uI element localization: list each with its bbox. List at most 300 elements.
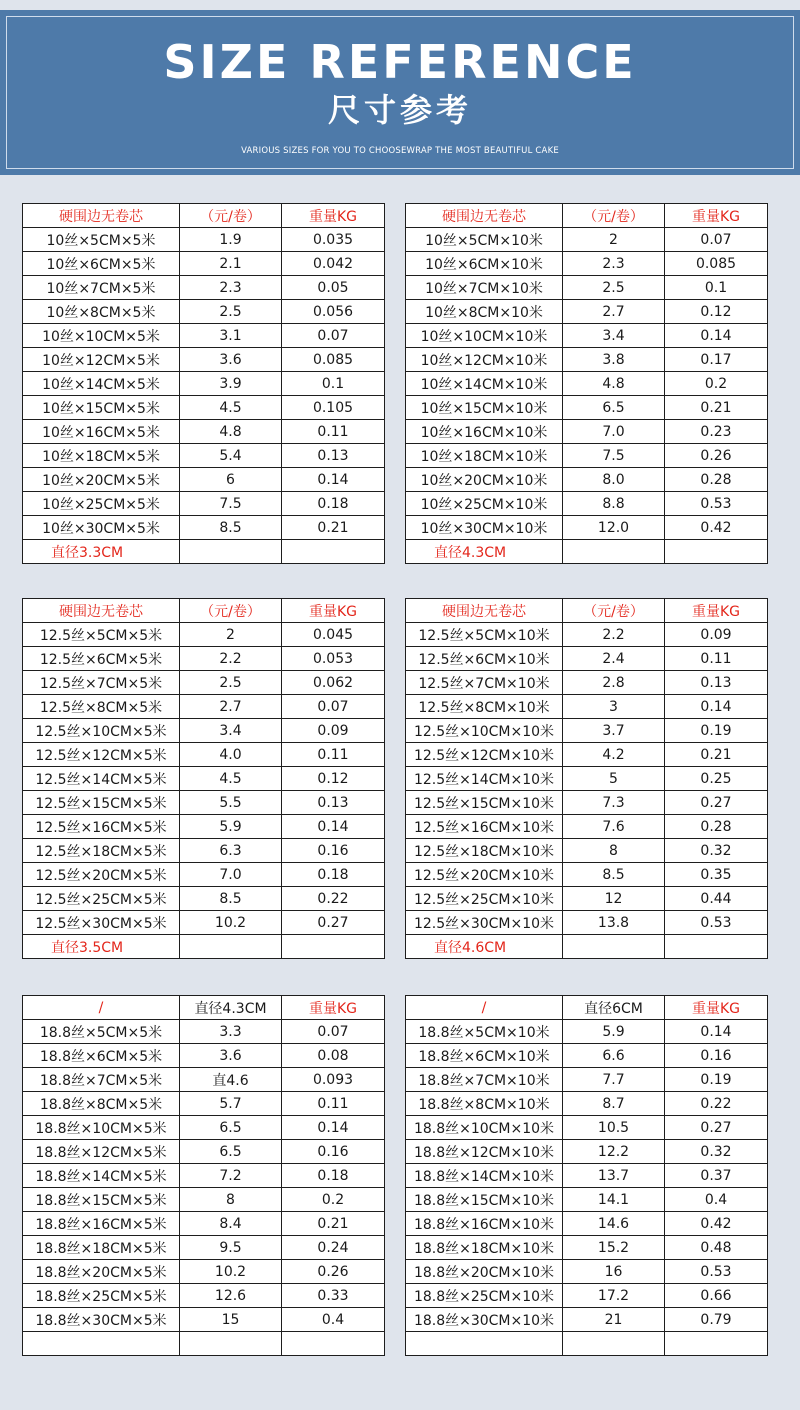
table-row bbox=[23, 468, 385, 492]
table-row bbox=[406, 1140, 768, 1164]
table-row bbox=[406, 1188, 768, 1212]
table-row bbox=[23, 492, 385, 516]
price-cell: 16 bbox=[563, 1260, 665, 1284]
price-cell: 8.4 bbox=[180, 1212, 282, 1236]
spec-cell: 18.8丝×25CM×10米 bbox=[406, 1284, 563, 1308]
header-cell: 重量KG bbox=[282, 599, 385, 623]
weight-cell: 0.08 bbox=[282, 1044, 385, 1068]
price-cell: 1.9 bbox=[180, 228, 282, 252]
price-cell: 10.2 bbox=[180, 911, 282, 935]
table-row bbox=[406, 863, 768, 887]
spec-cell: 12.5丝×15CM×10米 bbox=[406, 791, 563, 815]
weight-cell: 0.2 bbox=[665, 372, 768, 396]
weight-cell: 0.12 bbox=[282, 767, 385, 791]
table-row bbox=[23, 516, 385, 540]
empty-cell bbox=[282, 935, 385, 959]
weight-cell: 0.19 bbox=[665, 1068, 768, 1092]
price-cell: 8 bbox=[180, 1188, 282, 1212]
table-row bbox=[23, 444, 385, 468]
weight-cell: 0.05 bbox=[282, 276, 385, 300]
spec-cell: 10丝×7CM×10米 bbox=[406, 276, 563, 300]
price-cell: 17.2 bbox=[563, 1284, 665, 1308]
weight-cell: 0.21 bbox=[282, 516, 385, 540]
table-row bbox=[23, 1116, 385, 1140]
diameter-cell: 直径4.3CM bbox=[406, 540, 563, 564]
table-header-row bbox=[406, 996, 768, 1020]
spec-cell: 12.5丝×25CM×5米 bbox=[23, 887, 180, 911]
price-cell: 3.8 bbox=[563, 348, 665, 372]
weight-cell: 0.66 bbox=[665, 1284, 768, 1308]
price-cell: 5.9 bbox=[563, 1020, 665, 1044]
weight-cell: 0.16 bbox=[282, 1140, 385, 1164]
spec-cell: 18.8丝×8CM×5米 bbox=[23, 1092, 180, 1116]
price-cell: 14.1 bbox=[563, 1188, 665, 1212]
price-cell: 2.5 bbox=[180, 671, 282, 695]
table-row bbox=[406, 1164, 768, 1188]
price-cell: 8.8 bbox=[563, 492, 665, 516]
table-row bbox=[406, 695, 768, 719]
spec-cell: 12.5丝×20CM×10米 bbox=[406, 863, 563, 887]
weight-cell: 0.11 bbox=[282, 420, 385, 444]
weight-cell: 0.085 bbox=[665, 252, 768, 276]
spec-cell: 18.8丝×18CM×5米 bbox=[23, 1236, 180, 1260]
weight-cell: 0.48 bbox=[665, 1236, 768, 1260]
price-cell: 9.5 bbox=[180, 1236, 282, 1260]
price-cell: 10.5 bbox=[563, 1116, 665, 1140]
table-row bbox=[23, 348, 385, 372]
weight-cell: 0.21 bbox=[282, 1212, 385, 1236]
weight-cell: 0.27 bbox=[282, 911, 385, 935]
price-cell: 21 bbox=[563, 1308, 665, 1332]
price-cell: 10.2 bbox=[180, 1260, 282, 1284]
weight-cell: 0.14 bbox=[282, 815, 385, 839]
diameter-cell bbox=[406, 1332, 563, 1356]
weight-cell: 0.27 bbox=[665, 791, 768, 815]
table-row bbox=[23, 324, 385, 348]
spec-cell: 18.8丝×7CM×10米 bbox=[406, 1068, 563, 1092]
empty-cell bbox=[180, 935, 282, 959]
weight-cell: 0.42 bbox=[665, 1212, 768, 1236]
header-cell: / bbox=[23, 996, 180, 1020]
table-row bbox=[23, 695, 385, 719]
header-cell: 重量KG bbox=[282, 996, 385, 1020]
table-row bbox=[23, 1140, 385, 1164]
spec-cell: 12.5丝×18CM×5米 bbox=[23, 839, 180, 863]
price-cell: 2 bbox=[180, 623, 282, 647]
spec-cell: 10丝×14CM×5米 bbox=[23, 372, 180, 396]
price-cell: 5 bbox=[563, 767, 665, 791]
spec-cell: 10丝×14CM×10米 bbox=[406, 372, 563, 396]
spec-cell: 10丝×8CM×10米 bbox=[406, 300, 563, 324]
weight-cell: 0.16 bbox=[282, 839, 385, 863]
price-cell: 8.7 bbox=[563, 1092, 665, 1116]
empty-cell bbox=[665, 1332, 768, 1356]
spec-cell: 18.8丝×30CM×5米 bbox=[23, 1308, 180, 1332]
price-cell: 6.5 bbox=[180, 1140, 282, 1164]
spec-cell: 10丝×10CM×10米 bbox=[406, 324, 563, 348]
price-cell: 2.1 bbox=[180, 252, 282, 276]
spec-cell: 12.5丝×7CM×5米 bbox=[23, 671, 180, 695]
table-row bbox=[406, 444, 768, 468]
price-cell: 4.5 bbox=[180, 767, 282, 791]
price-cell: 4.2 bbox=[563, 743, 665, 767]
spec-cell: 12.5丝×16CM×5米 bbox=[23, 815, 180, 839]
price-cell: 8.5 bbox=[180, 887, 282, 911]
table-row bbox=[23, 1284, 385, 1308]
price-cell: 3.7 bbox=[563, 719, 665, 743]
table-row bbox=[23, 300, 385, 324]
page-title-en: SIZE REFERENCE bbox=[163, 35, 637, 89]
header-banner bbox=[0, 10, 800, 175]
table-row bbox=[23, 1308, 385, 1332]
weight-cell: 0.042 bbox=[282, 252, 385, 276]
price-cell: 6.3 bbox=[180, 839, 282, 863]
spec-cell: 12.5丝×25CM×10米 bbox=[406, 887, 563, 911]
header-cell: 硬围边无卷芯 bbox=[406, 599, 563, 623]
price-cell: 4.8 bbox=[563, 372, 665, 396]
price-cell: 7.3 bbox=[563, 791, 665, 815]
table-row bbox=[406, 671, 768, 695]
spec-cell: 12.5丝×10CM×5米 bbox=[23, 719, 180, 743]
weight-cell: 0.062 bbox=[282, 671, 385, 695]
table-row bbox=[23, 1260, 385, 1284]
spec-cell: 18.8丝×8CM×10米 bbox=[406, 1092, 563, 1116]
spec-cell: 12.5丝×30CM×5米 bbox=[23, 911, 180, 935]
weight-cell: 0.11 bbox=[282, 743, 385, 767]
weight-cell: 0.21 bbox=[665, 396, 768, 420]
weight-cell: 0.056 bbox=[282, 300, 385, 324]
price-cell: 2.7 bbox=[180, 695, 282, 719]
header-cell: 重量KG bbox=[665, 599, 768, 623]
price-cell: 5.4 bbox=[180, 444, 282, 468]
spec-cell: 10丝×30CM×10米 bbox=[406, 516, 563, 540]
diameter-cell: 直径3.3CM bbox=[23, 540, 180, 564]
size-table bbox=[22, 203, 385, 564]
weight-cell: 0.09 bbox=[282, 719, 385, 743]
header-cell: （元/卷） bbox=[563, 599, 665, 623]
header-cell: 重量KG bbox=[665, 996, 768, 1020]
empty-cell bbox=[180, 1332, 282, 1356]
spec-cell: 18.8丝×6CM×5米 bbox=[23, 1044, 180, 1068]
spec-cell: 12.5丝×14CM×10米 bbox=[406, 767, 563, 791]
spec-cell: 12.5丝×15CM×5米 bbox=[23, 791, 180, 815]
table-row bbox=[406, 468, 768, 492]
weight-cell: 0.32 bbox=[665, 839, 768, 863]
spec-cell: 18.8丝×10CM×5米 bbox=[23, 1116, 180, 1140]
price-cell: 2 bbox=[563, 228, 665, 252]
weight-cell: 0.13 bbox=[282, 444, 385, 468]
spec-cell: 10丝×7CM×5米 bbox=[23, 276, 180, 300]
table-row bbox=[406, 372, 768, 396]
weight-cell: 0.12 bbox=[665, 300, 768, 324]
table-row bbox=[406, 1044, 768, 1068]
weight-cell: 0.093 bbox=[282, 1068, 385, 1092]
weight-cell: 0.085 bbox=[282, 348, 385, 372]
table-row bbox=[406, 348, 768, 372]
spec-cell: 12.5丝×14CM×5米 bbox=[23, 767, 180, 791]
empty-cell bbox=[665, 540, 768, 564]
header-tagline: VARIOUS SIZES FOR YOU TO CHOOSEWRAP THE MOST BEAUTIFUL CAKE bbox=[241, 146, 559, 156]
spec-cell: 10丝×12CM×10米 bbox=[406, 348, 563, 372]
table-row bbox=[406, 1092, 768, 1116]
empty-cell bbox=[665, 935, 768, 959]
weight-cell: 0.53 bbox=[665, 492, 768, 516]
table-row bbox=[23, 1212, 385, 1236]
size-table bbox=[405, 995, 768, 1356]
table-header-row bbox=[406, 204, 768, 228]
table-header-row bbox=[406, 599, 768, 623]
spec-cell: 18.8丝×18CM×10米 bbox=[406, 1236, 563, 1260]
price-cell: 3.3 bbox=[180, 1020, 282, 1044]
price-cell: 2.2 bbox=[563, 623, 665, 647]
table-row bbox=[406, 420, 768, 444]
table-row bbox=[406, 911, 768, 935]
spec-cell: 12.5丝×10CM×10米 bbox=[406, 719, 563, 743]
table-row bbox=[23, 887, 385, 911]
price-cell: 4.0 bbox=[180, 743, 282, 767]
spec-cell: 12.5丝×12CM×5米 bbox=[23, 743, 180, 767]
price-cell: 3.6 bbox=[180, 1044, 282, 1068]
price-cell: 15 bbox=[180, 1308, 282, 1332]
weight-cell: 0.14 bbox=[665, 695, 768, 719]
weight-cell: 0.053 bbox=[282, 647, 385, 671]
price-cell: 13.7 bbox=[563, 1164, 665, 1188]
weight-cell: 0.32 bbox=[665, 1140, 768, 1164]
spec-cell: 10丝×5CM×5米 bbox=[23, 228, 180, 252]
weight-cell: 0.37 bbox=[665, 1164, 768, 1188]
price-cell: 3.9 bbox=[180, 372, 282, 396]
table-row bbox=[23, 767, 385, 791]
price-cell: 7.6 bbox=[563, 815, 665, 839]
price-cell: 6.5 bbox=[563, 396, 665, 420]
price-cell: 3.1 bbox=[180, 324, 282, 348]
size-table bbox=[405, 598, 768, 959]
weight-cell: 0.79 bbox=[665, 1308, 768, 1332]
header-cell: 直径4.3CM bbox=[180, 996, 282, 1020]
spec-cell: 10丝×6CM×5米 bbox=[23, 252, 180, 276]
price-cell: 8.0 bbox=[563, 468, 665, 492]
weight-cell: 0.24 bbox=[282, 1236, 385, 1260]
spec-cell: 18.8丝×15CM×10米 bbox=[406, 1188, 563, 1212]
weight-cell: 0.22 bbox=[665, 1092, 768, 1116]
header-cell: 重量KG bbox=[665, 204, 768, 228]
weight-cell: 0.09 bbox=[665, 623, 768, 647]
size-table bbox=[22, 995, 385, 1356]
weight-cell: 0.21 bbox=[665, 743, 768, 767]
spec-cell: 12.5丝×8CM×5米 bbox=[23, 695, 180, 719]
weight-cell: 0.28 bbox=[665, 815, 768, 839]
price-cell: 3 bbox=[563, 695, 665, 719]
price-cell: 5.9 bbox=[180, 815, 282, 839]
weight-cell: 0.27 bbox=[665, 1116, 768, 1140]
weight-cell: 0.18 bbox=[282, 492, 385, 516]
table-row bbox=[406, 767, 768, 791]
weight-cell: 0.07 bbox=[282, 1020, 385, 1044]
weight-cell: 0.26 bbox=[665, 444, 768, 468]
spec-cell: 18.8丝×16CM×5米 bbox=[23, 1212, 180, 1236]
table-row bbox=[23, 252, 385, 276]
weight-cell: 0.045 bbox=[282, 623, 385, 647]
price-cell: 2.2 bbox=[180, 647, 282, 671]
spec-cell: 18.8丝×20CM×10米 bbox=[406, 1260, 563, 1284]
header-cell: （元/卷） bbox=[563, 204, 665, 228]
price-cell: 12 bbox=[563, 887, 665, 911]
table-row bbox=[23, 1092, 385, 1116]
weight-cell: 0.11 bbox=[282, 1092, 385, 1116]
table-row bbox=[23, 791, 385, 815]
header-cell: 硬围边无卷芯 bbox=[23, 599, 180, 623]
table-row bbox=[23, 647, 385, 671]
spec-cell: 10丝×25CM×5米 bbox=[23, 492, 180, 516]
table-row bbox=[23, 1236, 385, 1260]
price-cell: 6.6 bbox=[563, 1044, 665, 1068]
weight-cell: 0.2 bbox=[282, 1188, 385, 1212]
table-row bbox=[23, 671, 385, 695]
diameter-cell: 直径3.5CM bbox=[23, 935, 180, 959]
price-cell: 3.4 bbox=[180, 719, 282, 743]
price-cell: 7.7 bbox=[563, 1068, 665, 1092]
weight-cell: 0.17 bbox=[665, 348, 768, 372]
table-row bbox=[406, 396, 768, 420]
weight-cell: 0.25 bbox=[665, 767, 768, 791]
spec-cell: 10丝×15CM×10米 bbox=[406, 396, 563, 420]
table-footer-row bbox=[406, 935, 768, 959]
spec-cell: 18.8丝×7CM×5米 bbox=[23, 1068, 180, 1092]
table-row bbox=[23, 1044, 385, 1068]
table-row bbox=[23, 1068, 385, 1092]
price-cell: 2.4 bbox=[563, 647, 665, 671]
weight-cell: 0.18 bbox=[282, 1164, 385, 1188]
spec-cell: 18.8丝×5CM×5米 bbox=[23, 1020, 180, 1044]
table-row bbox=[23, 1188, 385, 1212]
weight-cell: 0.26 bbox=[282, 1260, 385, 1284]
table-row bbox=[406, 252, 768, 276]
table-row bbox=[406, 228, 768, 252]
table-row bbox=[406, 839, 768, 863]
price-cell: 15.2 bbox=[563, 1236, 665, 1260]
empty-cell bbox=[180, 540, 282, 564]
table-row bbox=[23, 372, 385, 396]
price-cell: 8.5 bbox=[563, 863, 665, 887]
price-cell: 2.5 bbox=[180, 300, 282, 324]
table-row bbox=[23, 276, 385, 300]
table-row bbox=[23, 743, 385, 767]
weight-cell: 0.4 bbox=[665, 1188, 768, 1212]
price-cell: 6 bbox=[180, 468, 282, 492]
table-header-row bbox=[23, 996, 385, 1020]
table-row bbox=[406, 1116, 768, 1140]
diameter-cell bbox=[23, 1332, 180, 1356]
table-footer-row bbox=[23, 935, 385, 959]
spec-cell: 18.8丝×5CM×10米 bbox=[406, 1020, 563, 1044]
weight-cell: 0.33 bbox=[282, 1284, 385, 1308]
table-row bbox=[406, 1212, 768, 1236]
spec-cell: 18.8丝×25CM×5米 bbox=[23, 1284, 180, 1308]
spec-cell: 12.5丝×6CM×10米 bbox=[406, 647, 563, 671]
price-cell: 直4.6 bbox=[180, 1068, 282, 1092]
weight-cell: 0.44 bbox=[665, 887, 768, 911]
spec-cell: 12.5丝×16CM×10米 bbox=[406, 815, 563, 839]
header-cell: / bbox=[406, 996, 563, 1020]
diameter-cell: 直径4.6CM bbox=[406, 935, 563, 959]
table-footer-row bbox=[406, 1332, 768, 1356]
table-row bbox=[406, 324, 768, 348]
spec-cell: 18.8丝×15CM×5米 bbox=[23, 1188, 180, 1212]
table-row bbox=[406, 887, 768, 911]
spec-cell: 10丝×20CM×5米 bbox=[23, 468, 180, 492]
table-row bbox=[23, 1164, 385, 1188]
spec-cell: 18.8丝×30CM×10米 bbox=[406, 1308, 563, 1332]
weight-cell: 0.07 bbox=[282, 695, 385, 719]
price-cell: 8.5 bbox=[180, 516, 282, 540]
weight-cell: 0.07 bbox=[665, 228, 768, 252]
spec-cell: 10丝×30CM×5米 bbox=[23, 516, 180, 540]
spec-cell: 12.5丝×18CM×10米 bbox=[406, 839, 563, 863]
table-row bbox=[406, 1308, 768, 1332]
spec-cell: 10丝×15CM×5米 bbox=[23, 396, 180, 420]
empty-cell bbox=[282, 540, 385, 564]
table-row bbox=[406, 516, 768, 540]
price-cell: 7.2 bbox=[180, 1164, 282, 1188]
table-footer-row bbox=[406, 540, 768, 564]
table-row bbox=[23, 911, 385, 935]
price-cell: 12.0 bbox=[563, 516, 665, 540]
spec-cell: 18.8丝×20CM×5米 bbox=[23, 1260, 180, 1284]
price-cell: 2.5 bbox=[563, 276, 665, 300]
spec-cell: 10丝×16CM×5米 bbox=[23, 420, 180, 444]
weight-cell: 0.14 bbox=[282, 1116, 385, 1140]
table-row bbox=[406, 1020, 768, 1044]
spec-cell: 18.8丝×12CM×5米 bbox=[23, 1140, 180, 1164]
spec-cell: 18.8丝×14CM×10米 bbox=[406, 1164, 563, 1188]
weight-cell: 0.035 bbox=[282, 228, 385, 252]
weight-cell: 0.14 bbox=[282, 468, 385, 492]
price-cell: 3.6 bbox=[180, 348, 282, 372]
weight-cell: 0.1 bbox=[665, 276, 768, 300]
spec-cell: 18.8丝×16CM×10米 bbox=[406, 1212, 563, 1236]
price-cell: 5.5 bbox=[180, 791, 282, 815]
spec-cell: 12.5丝×6CM×5米 bbox=[23, 647, 180, 671]
weight-cell: 0.23 bbox=[665, 420, 768, 444]
price-cell: 2.3 bbox=[180, 276, 282, 300]
price-cell: 2.7 bbox=[563, 300, 665, 324]
size-table bbox=[22, 598, 385, 959]
price-cell: 12.2 bbox=[563, 1140, 665, 1164]
weight-cell: 0.13 bbox=[282, 791, 385, 815]
header-cell: （元/卷） bbox=[180, 204, 282, 228]
table-row bbox=[406, 1284, 768, 1308]
price-cell: 4.5 bbox=[180, 396, 282, 420]
table-row bbox=[406, 492, 768, 516]
weight-cell: 0.4 bbox=[282, 1308, 385, 1332]
empty-cell bbox=[563, 935, 665, 959]
empty-cell bbox=[282, 1332, 385, 1356]
table-row bbox=[23, 228, 385, 252]
weight-cell: 0.53 bbox=[665, 911, 768, 935]
table-row bbox=[23, 719, 385, 743]
table-row bbox=[23, 815, 385, 839]
table-row bbox=[406, 743, 768, 767]
table-header-row bbox=[23, 599, 385, 623]
spec-cell: 10丝×20CM×10米 bbox=[406, 468, 563, 492]
weight-cell: 0.42 bbox=[665, 516, 768, 540]
table-row bbox=[23, 839, 385, 863]
header-cell: （元/卷） bbox=[180, 599, 282, 623]
weight-cell: 0.13 bbox=[665, 671, 768, 695]
price-cell: 14.6 bbox=[563, 1212, 665, 1236]
price-cell: 7.0 bbox=[563, 420, 665, 444]
spec-cell: 10丝×25CM×10米 bbox=[406, 492, 563, 516]
